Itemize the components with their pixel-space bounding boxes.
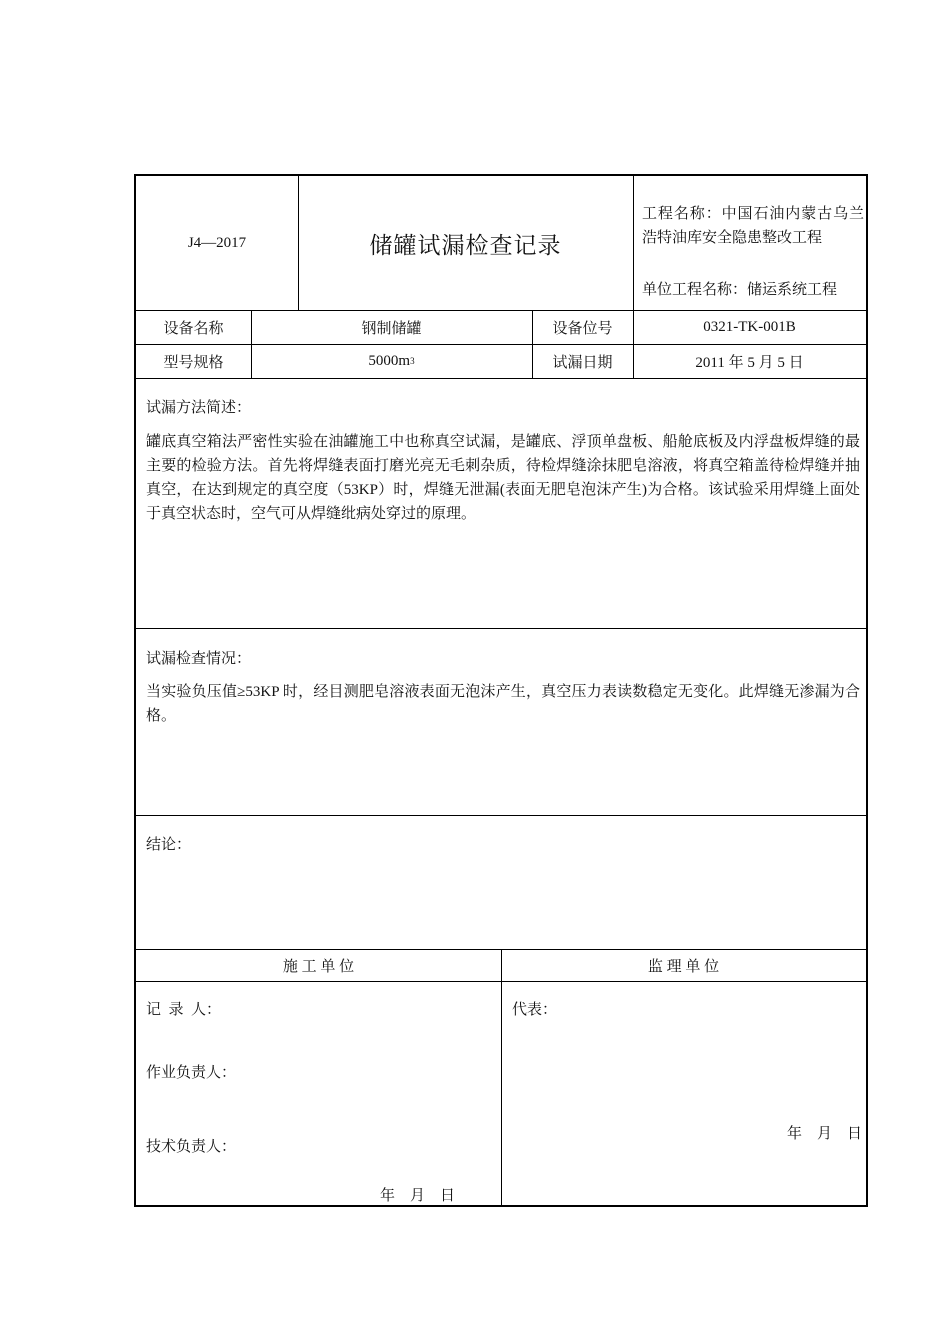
- device-position-value: 0321-TK-001B: [703, 318, 796, 335]
- form-title: 储罐试漏检查记录: [369, 232, 562, 258]
- row-line-info-2: [136, 378, 866, 379]
- construction-unit-header: 施 工 单 位: [282, 958, 355, 975]
- leak-test-form: [134, 174, 868, 1207]
- model-value-superscript: 3: [410, 356, 415, 366]
- tech-leader-label: 技术负责人：: [146, 1139, 237, 1155]
- method-text: 罐底真空箱法严密性实验在油罐施工中也称真空试漏，是罐底、浮顶单盘板、船舱底板及内浮盘板焊缝的最主要的检验方法。首先将焊缝表面打磨光亮无毛刺杂质，待检焊缝涂抹肥皂溶液，将真空箱盖待检焊缝并抽真空，在达到规定的真空度（53KP）时，焊缝无泄漏(表面无肥皂泡沫产生)为合格。该试验采用焊缝上面处于真空状态时，空气可从焊缝纰病处穿过的原理。: [146, 434, 860, 522]
- device-name-value: 钢制储罐: [361, 320, 422, 337]
- form-code: J4—2017: [187, 234, 247, 251]
- row-line-method: [136, 628, 866, 629]
- method-label: 试漏方法简述：: [146, 400, 252, 416]
- project-name: 工程名称：中国石油内蒙古乌兰浩特油库安全隐患整改工程: [642, 206, 864, 246]
- recorder-label: 记 录 人：: [146, 1002, 222, 1018]
- model-label: 型号规格: [163, 354, 224, 371]
- sign-divider: [501, 949, 502, 1205]
- model-value: [251, 344, 532, 378]
- model-value-text: 5000m: [368, 352, 411, 369]
- test-date-label: 试漏日期: [552, 354, 613, 371]
- supervision-unit-header: 监 理 单 位: [647, 958, 720, 975]
- device-position-label: 设备位号: [552, 320, 613, 337]
- supervision-date: 年 月 日: [787, 1126, 863, 1142]
- conclusion-label: 结论：: [146, 837, 192, 853]
- inspection-label: 试漏检查情况：: [146, 651, 252, 667]
- inspection-text: 当实验负压值≥53KP 时，经目测肥皂溶液表面无泡沫产生，真空压力表读数稳定无变化。此焊缝无渗漏为合格。: [146, 684, 860, 724]
- device-name-label: 设备名称: [163, 320, 224, 337]
- construction-date: 年 月 日: [380, 1188, 456, 1204]
- work-leader-label: 作业负责人：: [146, 1065, 237, 1081]
- row-line-inspection: [136, 815, 866, 816]
- header-divider-2: [633, 176, 634, 310]
- representative-label: 代表：: [512, 1002, 558, 1018]
- unit-project-name: 单位工程名称：储运系统工程: [642, 282, 838, 298]
- test-date-value: 2011 年 5 月 5 日: [695, 354, 804, 371]
